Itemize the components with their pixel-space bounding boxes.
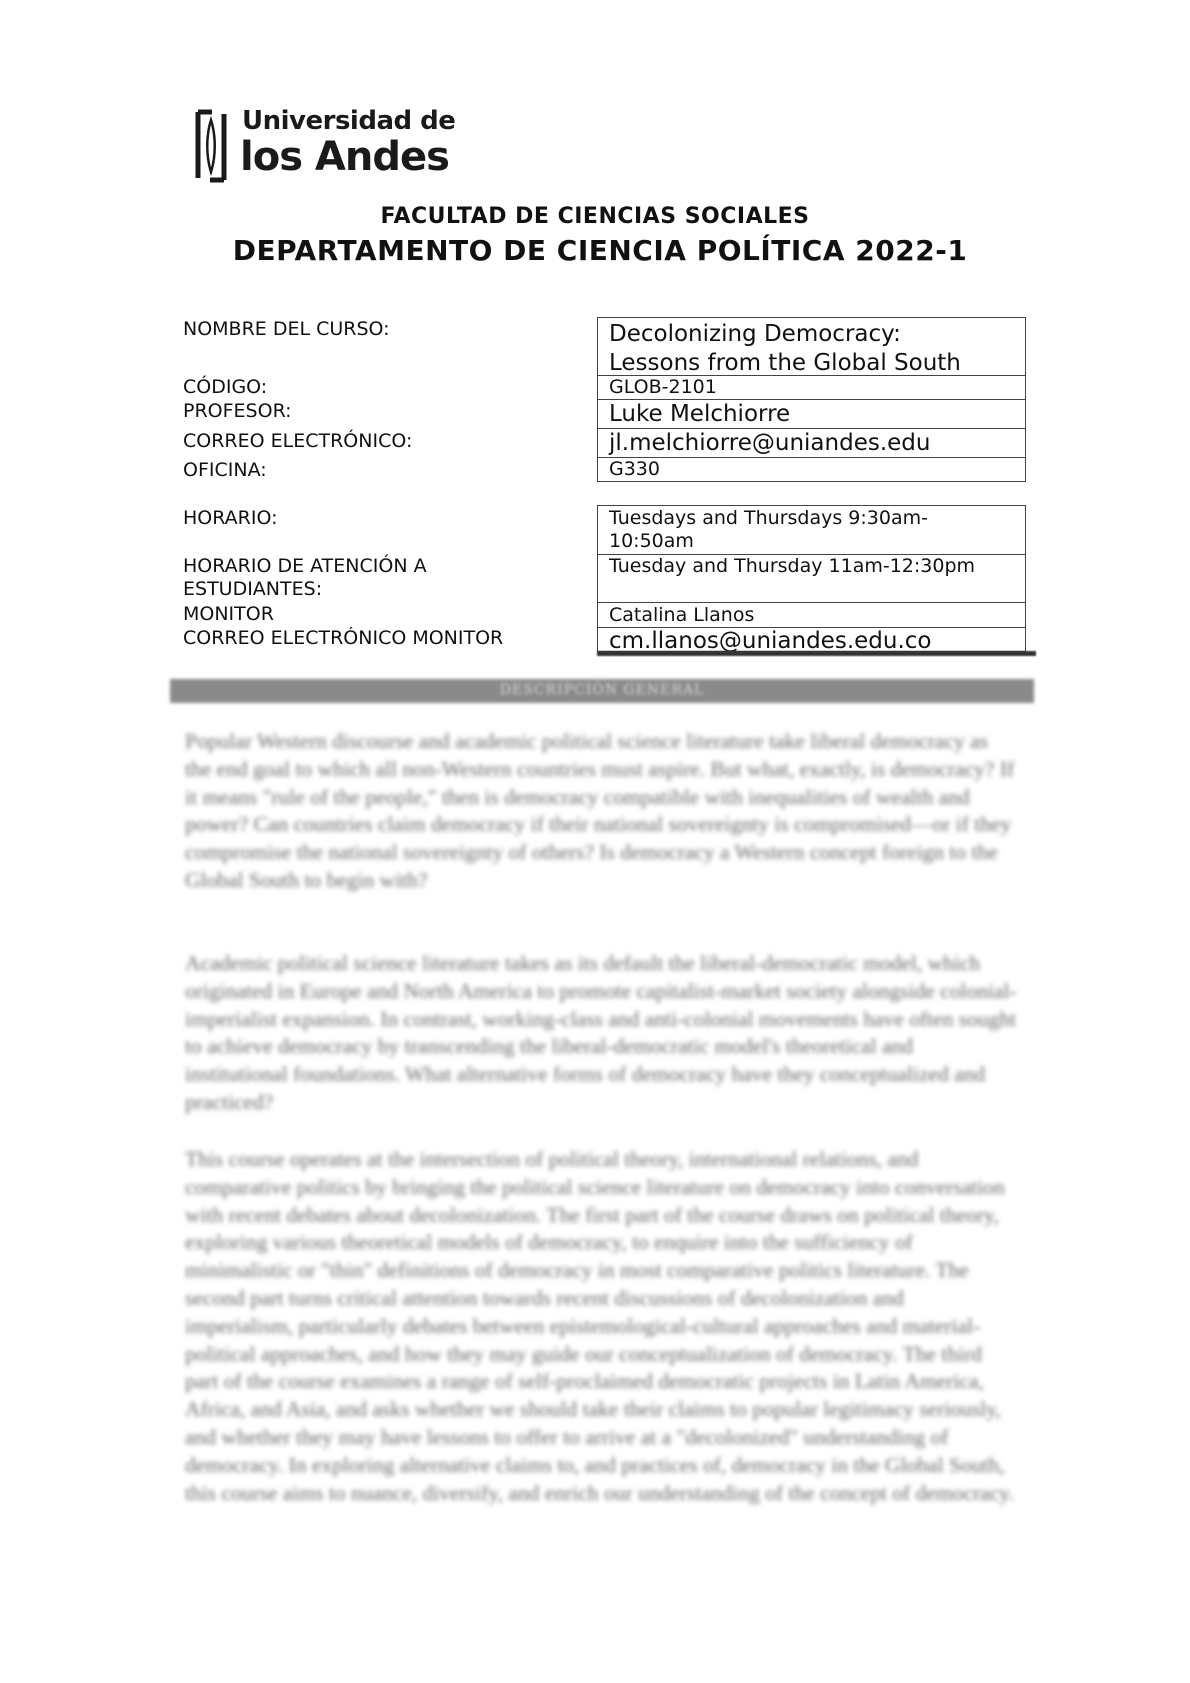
office-value: G330: [609, 458, 660, 480]
schedule-line2: 10:50am: [609, 530, 694, 552]
schedule-cell: [598, 507, 1025, 554]
course-name-label: NOMBRE DEL CURSO:: [183, 318, 390, 340]
faculty-title: FACULTAD DE CIENCIAS SOCIALES: [380, 204, 810, 229]
email-value: jl.melchiorre@uniandes.edu: [609, 430, 931, 456]
professor-value: Luke Melchiorre: [609, 401, 791, 427]
course-code-value: GLOB-2101: [609, 376, 717, 398]
office-hours-label-line2: ESTUDIANTES:: [183, 578, 323, 600]
email-label: CORREO ELECTRÓNICO:: [183, 430, 413, 452]
section-title: DESCRIPCIÓN GENERAL: [499, 682, 705, 698]
description-paragraph-2: Academic political science literature takes as its default the liberal-democratic model, which originated in Europe and North America to promote capitalist-market society alongside colonial-imperialist expansion. In contrast, working-class and anti-colonial movements have often sought to achieve democracy by transcending the liberal-democratic model's theoretical and institutional foundations. What alternative forms of democracy have they conceptualized and practiced?: [185, 951, 1017, 1114]
course-name-line2: Lessons from the Global South: [609, 350, 961, 375]
professor-label: PROFESOR:: [183, 400, 292, 422]
department-title: DEPARTAMENTO DE CIENCIA POLÍTICA 2022-1: [232, 234, 968, 267]
los-andes-emblem-icon: [192, 106, 230, 186]
description-paragraph-1: Popular Western discourse and academic political science literature take liberal democracy as the end goal to which all non-Western countries must aspire. But what, exactly, is democracy? If it means "rule of the people," then is democracy compatible with inequalities of wealth and power? Can countries claim democracy if their national sovereignty is compromised—or if they compromise the national sovereignty of others? Is democracy a Western concept foreign to the Global South to begin with?: [185, 729, 1015, 892]
logo-text-line2: los Andes: [240, 134, 449, 180]
monitor-email-label: CORREO ELECTRÓNICO MONITOR: [183, 627, 504, 647]
monitor-value: Catalina Llanos: [609, 604, 755, 626]
table-bottom-edge: [597, 651, 1036, 656]
logo-text-line1: Universidad de: [242, 106, 456, 136]
description-paragraph-3: This course operates at the intersection of political theory, international relations, and comparative politics by bringing the political science literature on democracy into conversation with recent debates about decolonization. The first part of the course draws on political theory, exploring various theoretical models of democracy, to enquire into the sufficiency of minimalistic or "thin" definitions of democracy in most comparative politics literature. The second part turns critical attention towards recent discussions of decolonization and imperialism, particularly debates between epistemological-cultural approaches and material-political approaches, and how they may guide our conceptualization of democracy. The third part of the course examines a range of self-proclaimed democratic projects in Latin America, Africa, and Asia, and asks whether we should take their claims to popular legitimacy seriously, and whether they may have lessons to offer to arrive at a "decolonized" understanding of democracy. In exploring alternative claims to, and practices of, democracy in the Global South, this course aims to nuance, diversify, and enrich our understanding of the concept of democracy.: [185, 1147, 1014, 1505]
schedule-label: HORARIO:: [183, 507, 278, 529]
office-label: OFICINA:: [183, 459, 267, 481]
office-hours-label-line1: HORARIO DE ATENCIÓN A: [183, 555, 427, 577]
course-name-cell: [598, 320, 1025, 375]
monitor-email-value: cm.llanos@uniandes.edu.co: [609, 628, 932, 651]
course-name-line1: Decolonizing Democracy:: [609, 321, 901, 347]
course-code-label: CÓDIGO:: [183, 376, 268, 398]
monitor-label: MONITOR: [183, 603, 274, 625]
university-logo: [192, 104, 462, 186]
schedule-table: [597, 505, 1026, 652]
course-info-table: [597, 317, 1026, 482]
office-hours-value: Tuesday and Thursday 11am-12:30pm: [609, 555, 976, 577]
schedule-line1: Tuesdays and Thursdays 9:30am-: [609, 507, 928, 529]
section-banner: [170, 679, 1034, 703]
